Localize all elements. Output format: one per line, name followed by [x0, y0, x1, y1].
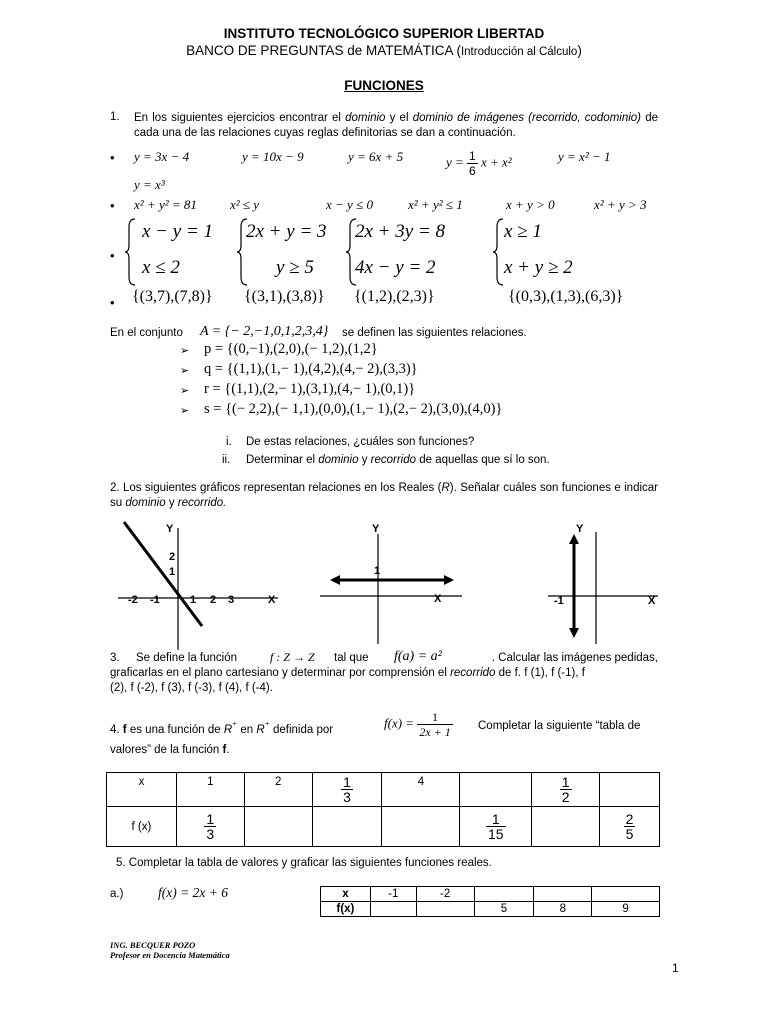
table-cell[interactable]: $\frac{1}{2}$	[532, 773, 600, 807]
table-row	[321, 902, 660, 917]
tick-label: 3	[228, 594, 235, 606]
set-intro-end: se definen las siguientes relaciones.	[342, 327, 527, 339]
graph-1	[110, 516, 290, 652]
q5-title: 5. Completar la tabla de valores y graficar las siguientes funciones reales.	[116, 857, 492, 869]
sub-question-number: ii.	[222, 454, 231, 466]
values-table-q5	[320, 886, 660, 917]
tick-label: -1	[554, 595, 564, 607]
table-cell[interactable]: $\frac{1}{3}$	[176, 807, 244, 847]
relation-set: {(0,3),(1,3),(6,3)}	[508, 288, 624, 305]
sub-question-text: Determinar el dominio y recorrido de aquellas que sí lo son.	[246, 454, 550, 466]
q5-rule: f(x) = 2x + 6	[158, 885, 228, 900]
relation-s: s = {(− 2,2),(− 1,1),(0,0),(1,− 1),(2,− 2),(3,0),(4,0)}	[204, 401, 503, 417]
table-cell[interactable]	[416, 902, 474, 917]
q2-statement: 2. Los siguientes gráficos representan relaciones en los Reales (R). Señalar cuáles son funciones e indicar su dominio y recorrido.	[110, 482, 658, 509]
equation: y = $\frac{1}{6}$ x + x²	[446, 149, 512, 178]
equation: y = 10x − 9	[242, 149, 304, 164]
tick-label: 2	[210, 594, 217, 606]
inequality: x² + y² = 81	[134, 197, 197, 212]
table-cell[interactable]	[600, 773, 660, 807]
table-cell[interactable]: 5	[474, 902, 534, 917]
inequality: x² ≤ y	[230, 197, 260, 212]
table-row	[107, 773, 660, 807]
tick-label: 1	[190, 594, 197, 606]
arrow-up-icon	[569, 534, 579, 544]
q3-text: Se define la función	[136, 652, 238, 664]
table-cell[interactable]	[312, 807, 382, 847]
table-cell[interactable]	[532, 807, 600, 847]
q3-text: graficarlas en el plano cartesiano y determinar por comprensión el recorrido de f. f (1), f (-1), f	[110, 667, 585, 679]
tick-label: 1	[169, 566, 176, 578]
q4-statement: valores” de la función f.	[110, 744, 230, 756]
table-cell[interactable]	[592, 887, 660, 902]
arrow-bullet-icon: ➢	[180, 385, 190, 397]
q4-statement: 4. f es una función de R⁺ en R⁺ definida por	[110, 720, 334, 736]
q4-function: f(x) = $\frac{1}{2x + 1}$	[384, 710, 451, 739]
x-label: X	[648, 595, 656, 607]
institution-title: INSTITUTO TECNOLÓGICO SUPERIOR LIBERTAD	[223, 26, 545, 41]
relation-set: {(3,1),(3,8)}	[244, 288, 325, 305]
table-cell[interactable]	[370, 902, 416, 917]
topic-title: FUNCIONES	[344, 78, 424, 93]
set-intro: En el conjunto	[110, 327, 183, 339]
graph-2	[310, 516, 480, 646]
table-cell: x	[107, 773, 177, 807]
y-label: Y	[166, 523, 174, 535]
inequality: x² + y² ≤ 1	[408, 197, 463, 212]
relation-line	[124, 522, 202, 626]
arrow-bullet-icon: ➢	[180, 365, 190, 377]
inequality: x² + y > 3	[594, 197, 647, 212]
table-row	[107, 807, 660, 847]
x-label: X	[434, 593, 442, 605]
sub-question-number: i.	[226, 436, 232, 448]
table-cell[interactable]: $\frac{1}{3}$	[312, 773, 382, 807]
inequality: x − y ≤ 0	[326, 197, 373, 212]
table-cell[interactable]: $\frac{1}{15}$	[460, 807, 532, 847]
relation-set: {(3,7),(7,8)}	[132, 288, 213, 305]
tick-label: 2	[169, 551, 176, 563]
equation: y = x³	[134, 177, 165, 192]
footer-author: ING. BECQUER POZO	[110, 940, 196, 950]
table-cell[interactable]: 1	[176, 773, 244, 807]
table-cell[interactable]: $\frac{2}{5}$	[600, 807, 660, 847]
table-row	[321, 887, 660, 902]
y-label: Y	[576, 523, 584, 535]
graph-3	[540, 516, 670, 646]
q3-text: . Calcular las imágenes pedidas,	[491, 652, 658, 664]
y-label: Y	[372, 523, 380, 535]
q1-statement: En los siguientes ejercicios encontrar el dominio y el dominio de imágenes (recorrido, codominio) de cada una de las relaciones cuyas reglas definitorias se dan a continuación.	[134, 112, 658, 139]
q3-number: 3.	[110, 652, 120, 664]
values-table-q4	[106, 772, 660, 847]
table-cell[interactable]	[534, 887, 592, 902]
table-cell: x	[321, 887, 371, 902]
q1-number: 1.	[110, 111, 120, 123]
table-cell[interactable]	[474, 887, 534, 902]
table-cell[interactable]: -1	[370, 887, 416, 902]
arrow-down-icon	[569, 628, 579, 638]
table-cell[interactable]	[244, 807, 312, 847]
q3-text: tal que	[334, 652, 369, 664]
table-cell[interactable]: 8	[534, 902, 592, 917]
equation: y = x² − 1	[558, 149, 611, 164]
set-a: A = {− 2,−1,0,1,2,3,4}	[200, 324, 329, 339]
relation-q: q = {(1,1),(1,− 1),(4,2),(4,− 2),(3,3)}	[204, 361, 418, 377]
tick-label: -1	[150, 594, 160, 606]
bullet: •	[110, 295, 115, 310]
course-title: BANCO DE PREGUNTAS de MATEMÁTICA (Introducción al Cálculo)	[186, 43, 582, 58]
q4-statement: Completar la siguiente “tabla de	[478, 720, 641, 732]
footer-role: Profesor en Docencia Matemática	[110, 950, 230, 960]
table-cell: f (x)	[107, 807, 177, 847]
table-cell[interactable]: 2	[244, 773, 312, 807]
equation: y = 3x − 4	[134, 149, 190, 164]
arrow-bullet-icon: ➢	[180, 405, 190, 417]
left-brace-icon	[124, 217, 138, 287]
table-cell: f(x)	[321, 902, 371, 917]
relation-r: r = {(1,1),(2,− 1),(3,1),(4,− 1),(0,1)}	[204, 381, 416, 397]
q5-item-label: a.)	[110, 888, 124, 900]
tick-label: -2	[128, 594, 138, 606]
relation-p: p = {(0,−1),(2,0),(− 1,2),(1,2}	[204, 341, 378, 357]
page-number: 1	[672, 961, 679, 975]
tick-label: 1	[374, 565, 381, 577]
q3-function: f : Z → Z	[270, 650, 315, 664]
inequality: x + y > 0	[506, 197, 555, 212]
table-cell[interactable]: 9	[592, 902, 660, 917]
bullet: •	[110, 198, 115, 213]
table-cell[interactable]	[460, 773, 532, 807]
bullet: •	[110, 248, 115, 263]
relation-set: {(1,2),(2,3)}	[354, 288, 435, 305]
equation: y = 6x + 5	[348, 149, 404, 164]
q3-text: (2), f (-2), f (3), f (-3), f (4), f (-4).	[110, 682, 273, 694]
arrow-bullet-icon: ➢	[180, 345, 190, 357]
q3-rule: f(a) = a²	[394, 649, 442, 664]
table-cell[interactable]: -2	[416, 887, 474, 902]
arrow-left-icon	[330, 575, 340, 585]
table-cell[interactable]	[382, 807, 460, 847]
table-cell[interactable]: 4	[382, 773, 460, 807]
sub-question-text: De estas relaciones, ¿cuáles son funciones?	[246, 436, 475, 448]
arrow-right-icon	[444, 575, 454, 585]
x-label: X	[268, 594, 276, 606]
bullet: •	[110, 150, 115, 165]
